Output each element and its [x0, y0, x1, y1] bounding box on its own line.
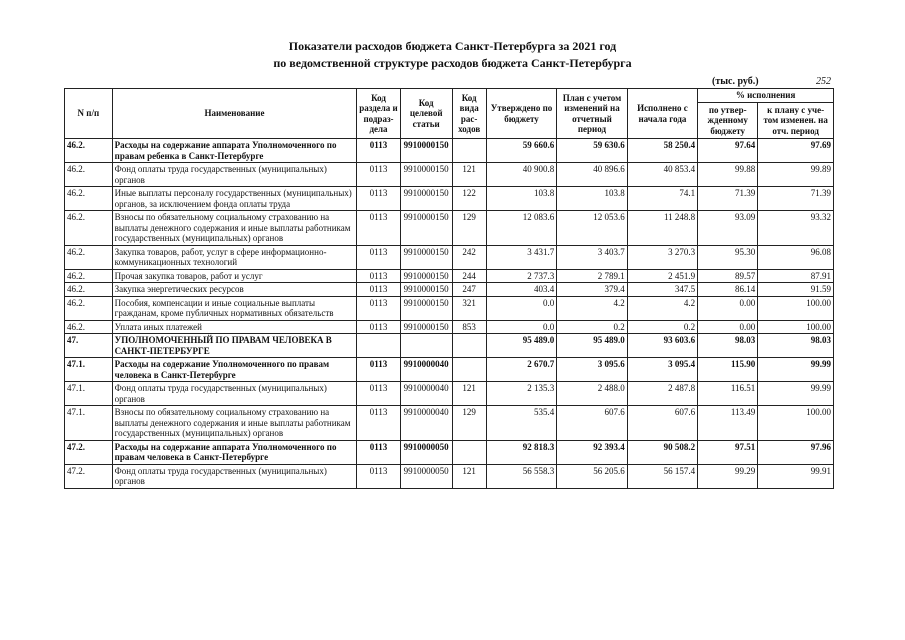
cell-section-code: 0113: [357, 296, 401, 320]
cell-pct-plan: 98.03: [758, 334, 834, 358]
table-row: [65, 139, 834, 163]
cell-pct-approved: 0.00: [698, 320, 758, 334]
table-row: [65, 269, 834, 283]
cell-plan: 3 095.6: [557, 358, 627, 382]
cell-target-code: 9910000150: [400, 139, 452, 163]
cell-target-code: 9910000040: [400, 406, 452, 441]
cell-name: Фонд оплаты труда государственных (муниципальных) органов: [112, 464, 357, 488]
cell-name: Прочая закупка товаров, работ и услуг: [112, 269, 357, 283]
table-row: [65, 296, 834, 320]
cell-pct-approved: 98.03: [698, 334, 758, 358]
cell-pct-plan: 99.99: [758, 358, 834, 382]
cell-name: Взносы по обязательному социальному страхованию на выплаты денежного содержания и иные выплаты работникам государственных (муниципальных) органов: [112, 406, 357, 441]
cell-executed: 74.1: [627, 187, 697, 211]
cell-plan: 103.8: [557, 187, 627, 211]
cell-approved: 3 431.7: [486, 245, 556, 269]
header-percent-group: % исполнения: [698, 89, 834, 103]
table-row: [65, 440, 834, 464]
cell-name: Расходы на содержание аппарата Уполномоченного по правам человека в Санкт-Петербурге: [112, 440, 357, 464]
cell-section-code: 0113: [357, 245, 401, 269]
cell-pct-plan: 91.59: [758, 283, 834, 297]
cell-pct-approved: 97.64: [698, 139, 758, 163]
cell-pct-plan: 96.08: [758, 245, 834, 269]
cell-pct-approved: 71.39: [698, 187, 758, 211]
header-plan: План с учетом изменений на отчетный период: [557, 89, 627, 139]
cell-kind-code: 321: [452, 296, 486, 320]
cell-plan: 607.6: [557, 406, 627, 441]
cell-plan: 2 488.0: [557, 382, 627, 406]
cell-plan: 4.2: [557, 296, 627, 320]
cell-name: Иные выплаты персоналу государственных (муниципальных) органов, за исключением фонда оплаты труда: [112, 187, 357, 211]
cell-executed: 0.2: [627, 320, 697, 334]
table-row: [65, 406, 834, 441]
cell-pct-approved: 97.51: [698, 440, 758, 464]
cell-approved: 403.4: [486, 283, 556, 297]
page-number: 252: [816, 76, 831, 87]
cell-name: Фонд оплаты труда государственных (муниципальных) органов: [112, 163, 357, 187]
cell-section-code: 0113: [357, 382, 401, 406]
cell-executed: 4.2: [627, 296, 697, 320]
cell-section-code: [357, 334, 401, 358]
cell-name: Уплата иных платежей: [112, 320, 357, 334]
cell-pct-plan: 99.99: [758, 382, 834, 406]
cell-pct-plan: 100.00: [758, 406, 834, 441]
cell-executed: 90 508.2: [627, 440, 697, 464]
cell-num: 46.2.: [65, 269, 113, 283]
cell-pct-plan: 97.96: [758, 440, 834, 464]
cell-kind-code: 244: [452, 269, 486, 283]
table-row: [65, 187, 834, 211]
cell-kind-code: [452, 139, 486, 163]
cell-num: 46.2.: [65, 245, 113, 269]
cell-executed: 93 603.6: [627, 334, 697, 358]
cell-name: Расходы на содержание аппарата Уполномоченного по правам ребенка в Санкт-Петербурге: [112, 139, 357, 163]
header-target-code: Код целевой статьи: [400, 89, 452, 139]
cell-section-code: 0113: [357, 464, 401, 488]
cell-kind-code: [452, 334, 486, 358]
cell-target-code: 9910000150: [400, 211, 452, 246]
cell-pct-approved: 0.00: [698, 296, 758, 320]
cell-pct-plan: 93.32: [758, 211, 834, 246]
table-row: [65, 163, 834, 187]
cell-approved: 56 558.3: [486, 464, 556, 488]
cell-executed: 11 248.8: [627, 211, 697, 246]
cell-kind-code: 121: [452, 382, 486, 406]
cell-pct-plan: 100.00: [758, 296, 834, 320]
cell-approved: 59 660.6: [486, 139, 556, 163]
cell-name: Закупка товаров, работ, услуг в сфере информационно-коммуникационных технологий: [112, 245, 357, 269]
cell-num: 47.1.: [65, 358, 113, 382]
table-row: [65, 211, 834, 246]
cell-approved: 103.8: [486, 187, 556, 211]
cell-num: 46.2.: [65, 320, 113, 334]
cell-name: Закупка энергетических ресурсов: [112, 283, 357, 297]
header-kind-code: Код вида рас- ходов: [452, 89, 486, 139]
cell-num: 46.2.: [65, 163, 113, 187]
units-label: (тыс. руб.): [712, 76, 759, 87]
budget-table: [64, 88, 834, 489]
cell-num: 47.1.: [65, 382, 113, 406]
header-approved: Утверждено по бюджету: [486, 89, 556, 139]
table-row: [65, 334, 834, 358]
cell-section-code: 0113: [357, 139, 401, 163]
cell-target-code: 9910000150: [400, 296, 452, 320]
cell-pct-approved: 93.09: [698, 211, 758, 246]
cell-approved: 2 670.7: [486, 358, 556, 382]
header-name: Наименование: [112, 89, 357, 139]
table-row: [65, 320, 834, 334]
table-body: [65, 139, 834, 489]
cell-num: 47.: [65, 334, 113, 358]
cell-pct-approved: 99.88: [698, 163, 758, 187]
cell-pct-approved: 113.49: [698, 406, 758, 441]
cell-pct-plan: 100.00: [758, 320, 834, 334]
cell-kind-code: 121: [452, 464, 486, 488]
cell-approved: 12 083.6: [486, 211, 556, 246]
cell-name: УПОЛНОМОЧЕННЫЙ ПО ПРАВАМ ЧЕЛОВЕКА В САНКТ-ПЕТЕРБУРГЕ: [112, 334, 357, 358]
document-title-line1: Показатели расходов бюджета Санкт-Петербурга за 2021 год: [288, 39, 617, 53]
cell-target-code: [400, 334, 452, 358]
cell-pct-approved: 116.51: [698, 382, 758, 406]
cell-kind-code: 121: [452, 163, 486, 187]
cell-target-code: 9910000150: [400, 269, 452, 283]
cell-target-code: 9910000050: [400, 440, 452, 464]
cell-num: 46.2.: [65, 211, 113, 246]
header-pct-plan: к плану с уче- том изменен. на отч. период: [758, 103, 834, 139]
table-row: [65, 382, 834, 406]
cell-approved: 40 900.8: [486, 163, 556, 187]
cell-executed: 2 451.9: [627, 269, 697, 283]
cell-executed: 2 487.8: [627, 382, 697, 406]
cell-approved: 95 489.0: [486, 334, 556, 358]
cell-section-code: 0113: [357, 163, 401, 187]
cell-num: 46.2.: [65, 296, 113, 320]
table-row: [65, 283, 834, 297]
cell-pct-approved: 95.30: [698, 245, 758, 269]
cell-target-code: 9910000040: [400, 382, 452, 406]
cell-plan: 59 630.6: [557, 139, 627, 163]
cell-name: Пособия, компенсации и иные социальные выплаты гражданам, кроме публичных нормативных обязательств: [112, 296, 357, 320]
cell-section-code: 0113: [357, 320, 401, 334]
cell-kind-code: 247: [452, 283, 486, 297]
cell-section-code: 0113: [357, 358, 401, 382]
cell-target-code: 9910000050: [400, 464, 452, 488]
cell-pct-approved: 89.57: [698, 269, 758, 283]
cell-target-code: 9910000040: [400, 358, 452, 382]
header-executed: Исполнено с начала года: [627, 89, 697, 139]
cell-name: Фонд оплаты труда государственных (муниципальных) органов: [112, 382, 357, 406]
cell-name: Расходы на содержание Уполномоченного по правам человека в Санкт-Петербурге: [112, 358, 357, 382]
cell-pct-plan: 71.39: [758, 187, 834, 211]
cell-plan: 56 205.6: [557, 464, 627, 488]
cell-kind-code: 242: [452, 245, 486, 269]
cell-plan: 2 789.1: [557, 269, 627, 283]
cell-target-code: 9910000150: [400, 283, 452, 297]
cell-kind-code: 853: [452, 320, 486, 334]
cell-num: 46.2.: [65, 283, 113, 297]
cell-section-code: 0113: [357, 211, 401, 246]
table-header: [65, 89, 834, 139]
cell-kind-code: [452, 440, 486, 464]
cell-pct-approved: 86.14: [698, 283, 758, 297]
cell-target-code: 9910000150: [400, 320, 452, 334]
cell-num: 46.2.: [65, 139, 113, 163]
cell-pct-approved: 99.29: [698, 464, 758, 488]
cell-pct-plan: 87.91: [758, 269, 834, 283]
cell-approved: 92 818.3: [486, 440, 556, 464]
cell-executed: 3 095.4: [627, 358, 697, 382]
cell-approved: 0.0: [486, 296, 556, 320]
cell-target-code: 9910000150: [400, 187, 452, 211]
cell-section-code: 0113: [357, 187, 401, 211]
cell-executed: 3 270.3: [627, 245, 697, 269]
table-row: [65, 464, 834, 488]
cell-plan: 95 489.0: [557, 334, 627, 358]
cell-kind-code: 129: [452, 406, 486, 441]
cell-plan: 40 896.6: [557, 163, 627, 187]
cell-executed: 40 853.4: [627, 163, 697, 187]
cell-num: 46.2.: [65, 187, 113, 211]
cell-executed: 607.6: [627, 406, 697, 441]
cell-num: 47.2.: [65, 464, 113, 488]
cell-kind-code: 129: [452, 211, 486, 246]
cell-kind-code: [452, 358, 486, 382]
cell-num: 47.2.: [65, 440, 113, 464]
cell-approved: 0.0: [486, 320, 556, 334]
cell-target-code: 9910000150: [400, 245, 452, 269]
cell-approved: 2 737.3: [486, 269, 556, 283]
header-num: N п/п: [65, 89, 113, 139]
cell-plan: 379.4: [557, 283, 627, 297]
cell-plan: 3 403.7: [557, 245, 627, 269]
cell-pct-approved: 115.90: [698, 358, 758, 382]
cell-target-code: 9910000150: [400, 163, 452, 187]
document-title-line2: по ведомственной структуре расходов бюджета Санкт-Петербурга: [273, 56, 632, 70]
cell-approved: 2 135.3: [486, 382, 556, 406]
table-row: [65, 245, 834, 269]
cell-pct-plan: 97.69: [758, 139, 834, 163]
cell-section-code: 0113: [357, 283, 401, 297]
cell-executed: 347.5: [627, 283, 697, 297]
cell-plan: 92 393.4: [557, 440, 627, 464]
cell-approved: 535.4: [486, 406, 556, 441]
cell-name: Взносы по обязательному социальному страхованию на выплаты денежного содержания и иные выплаты работникам государственных (муниципальных) органов: [112, 211, 357, 246]
cell-pct-plan: 99.89: [758, 163, 834, 187]
cell-num: 47.1.: [65, 406, 113, 441]
cell-section-code: 0113: [357, 269, 401, 283]
cell-executed: 56 157.4: [627, 464, 697, 488]
cell-kind-code: 122: [452, 187, 486, 211]
header-section-code: Код раздела и подраз- дела: [357, 89, 401, 139]
cell-executed: 58 250.4: [627, 139, 697, 163]
cell-section-code: 0113: [357, 440, 401, 464]
cell-plan: 12 053.6: [557, 211, 627, 246]
cell-section-code: 0113: [357, 406, 401, 441]
cell-pct-plan: 99.91: [758, 464, 834, 488]
table-row: [65, 358, 834, 382]
cell-plan: 0.2: [557, 320, 627, 334]
header-pct-approved: по утвер- жденному бюджету: [698, 103, 758, 139]
